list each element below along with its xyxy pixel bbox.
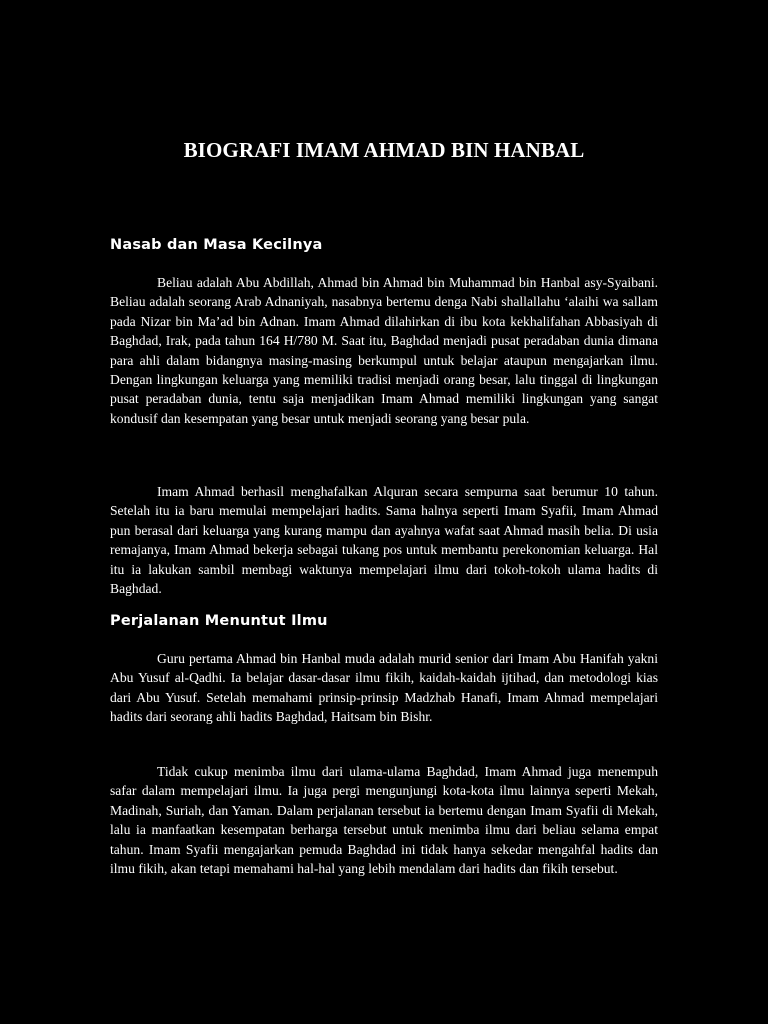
section-heading-nasab: Nasab dan Masa Kecilnya <box>110 237 323 253</box>
paragraph: Imam Ahmad berhasil menghafalkan Alquran secara sempurna saat berumur 10 tahun. Setelah itu ia baru memulai mempelajari hadits. Sama halnya seperti Imam Syafii, Imam Ahmad pun berasal dari keluarga yang kurang mampu dan ayahnya wafat saat Ahmad masih belia. Di usia remajanya, Imam Ahmad bekerja sebagai tukang pos untuk membantu perekonomian keluarga. Hal itu ia lakukan sambil membagi waktunya mempelajari ilmu dari tokoh-tokoh ulama hadits di Baghdad. <box>110 484 658 597</box>
document-page <box>110 0 658 1024</box>
paragraph: Guru pertama Ahmad bin Hanbal muda adalah murid senior dari Imam Abu Hanifah yakni Abu Yusuf al-Qadhi. Ia belajar dasar-dasar ilmu fikih, kaidah-kaidah ijtihad, dan metodologi kias dari Abu Yusuf. Setelah memahami prinsip-prinsip Madzhab Hanafi, Imam Ahmad mempelajari hadits dari seorang ahli hadits Baghdad, Haitsam bin Bishr. <box>110 651 658 725</box>
document-title: BIOGRAFI IMAM AHMAD BIN HANBAL <box>183 138 585 162</box>
paragraph: Tidak cukup menimba ilmu dari ulama-ulama Baghdad, Imam Ahmad juga menempuh safar dalam mempelajari ilmu. Ia juga pergi mengunjungi kota-kota ilmu lainnya seperti Mekah, Madinah, Suriah, dan Yaman. Dalam perjalanan tersebut ia bertemu dengan Imam Syafii di Mekah, lalu ia manfaatkan kesempatan berharga tersebut untuk menimba ilmu dari beliau selama empat tahun. Imam Syafii mengajarkan pemuda Baghdad ini tidak hanya sekedar mengahfal hadits dan ilmu fikih, akan tetapi memahami hal-hal yang lebih mendalam dari hadits dan fikih tersebut. <box>110 764 658 877</box>
section-heading-perjalanan: Perjalanan Menuntut Ilmu <box>110 613 328 629</box>
paragraph: Beliau adalah Abu Abdillah, Ahmad bin Ahmad bin Muhammad bin Hanbal asy-Syaibani. Beliau adalah seorang Arab Adnaniyah, nasabnya bertemu denga Nabi shallallahu ‘alaihi wa sallam pada Nizar bin Ma’ad bin Adnan. Imam Ahmad dilahirkan di ibu kota kekhalifahan Abbasiyah di Baghdad, Irak, pada tahun 164 H/780 M. Saat itu, Baghdad menjadi pusat peradaban dunia dimana para ahli dalam bidangnya masing-masing berkumpul untuk belajar ataupun mengajarkan ilmu. Dengan lingkungan keluarga yang memiliki tradisi menjadi orang besar, lalu tinggal di lingkungan pusat peradaban dunia, tentu saja menjadikan Imam Ahmad memiliki lingkungan yang sangat kondusif dan kesempatan yang besar untuk menjadi seorang yang besar pula. <box>110 275 658 426</box>
